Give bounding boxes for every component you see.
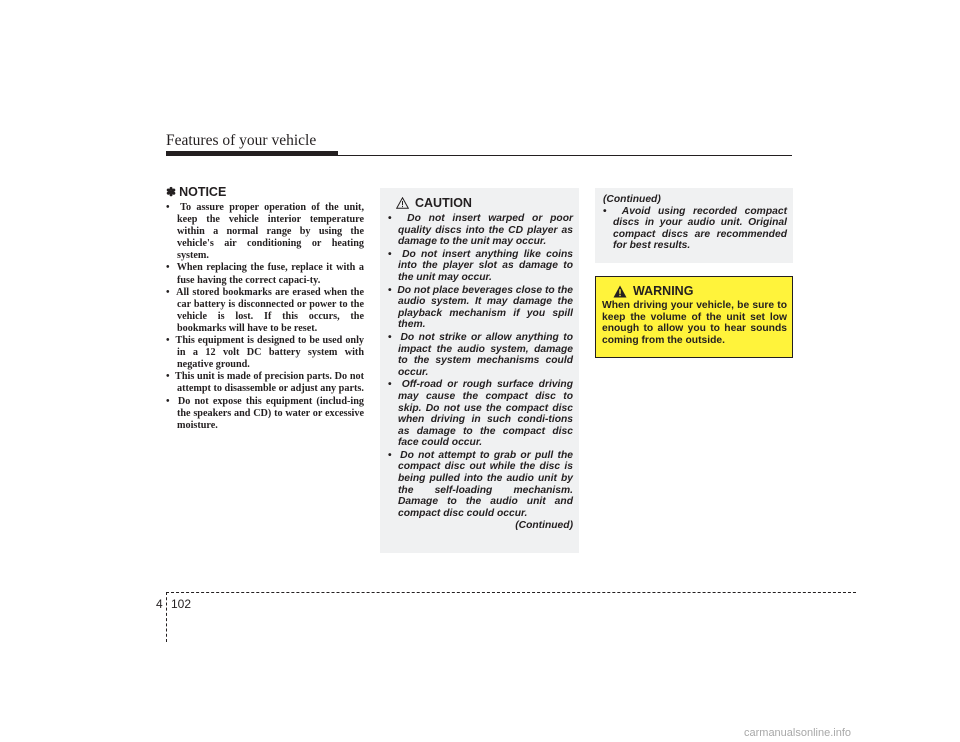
caution-triangle-icon — [396, 197, 409, 209]
warning-triangle-icon — [613, 285, 627, 298]
notice-list — [166, 202, 364, 432]
warning-text: When driving your vehicle, be sure to keep the volume of the unit set low enough to allow you to hear sounds coming from the outside. — [602, 300, 787, 346]
chapter-number: 4 — [156, 597, 163, 611]
notice-item: • All stored bookmarks are erased when the car battery is disconnected or power to the vehicle is lost. If this occurs, the bookmarks will have to be reset. — [166, 287, 364, 335]
caution-title: CAUTION — [415, 196, 472, 210]
notice-item: • When replacing the fuse, replace it with a fuse having the correct capaci-ty. — [166, 262, 364, 286]
caution-item: • Off-road or rough surface driving may cause the compact disc to skip. Do not use the compact disc when driving in such condi-tions as damage to the compact disc face could occur. — [388, 379, 573, 449]
notice-star-icon: ✽ — [166, 185, 177, 199]
continued-list — [603, 206, 787, 252]
caution-list — [388, 213, 573, 519]
caution-item: • Do not strike or allow anything to impact the audio system, damage to the system mechanisms could occur. — [388, 332, 573, 378]
continued-box — [595, 188, 793, 263]
footer-rule — [166, 592, 856, 593]
notice-item: • To assure proper operation of the unit, keep the vehicle interior temperature within a normal range by using the vehicle's air conditioning or heating system. — [166, 202, 364, 262]
warning-heading — [613, 284, 787, 298]
notice-item: • Do not expose this equipment (includ-ing the speakers and CD) to water or excessive moisture. — [166, 396, 364, 432]
notice-item: • This unit is made of precision parts. Do not attempt to disassemble or adjust any parts. — [166, 371, 364, 395]
caution-item: • Do not place beverages close to the audio system. It may damage the playback mechanism if you spill them. — [388, 285, 573, 331]
continued-item: • Avoid using recorded compact discs in your audio unit. Original compact discs are recommended for best results. — [603, 206, 787, 252]
notice-item: • This equipment is designed to be used only in a 12 volt DC battery system with negative ground. — [166, 335, 364, 371]
notice-heading — [166, 185, 364, 199]
caution-heading — [396, 196, 573, 210]
page-header-title: Features of your vehicle — [166, 132, 317, 149]
continued-label: (Continued) — [603, 194, 661, 205]
caution-box — [380, 188, 579, 553]
caution-item: • Do not insert anything like coins into the player slot as damage to the unit may occur. — [388, 249, 573, 284]
watermark: carmanualsonline.info — [744, 727, 852, 739]
footer-vertical-rule — [166, 592, 167, 642]
notice-title: NOTICE — [179, 185, 227, 199]
caution-continued-label: (Continued) — [515, 520, 573, 532]
notice-section — [166, 185, 364, 432]
caution-item: • Do not insert warped or poor quality discs into the CD player as damage to the unit may occur. — [388, 213, 573, 248]
warning-box — [595, 276, 793, 358]
warning-title: WARNING — [633, 284, 694, 298]
caution-item: • Do not attempt to grab or pull the compact disc out while the disc is being pulled into the audio unit by the self-loading mechanism. Damage to the audio unit and compact disc could occur. — [388, 450, 573, 520]
header-rule-thin — [166, 155, 792, 156]
page-number: 102 — [171, 597, 192, 611]
